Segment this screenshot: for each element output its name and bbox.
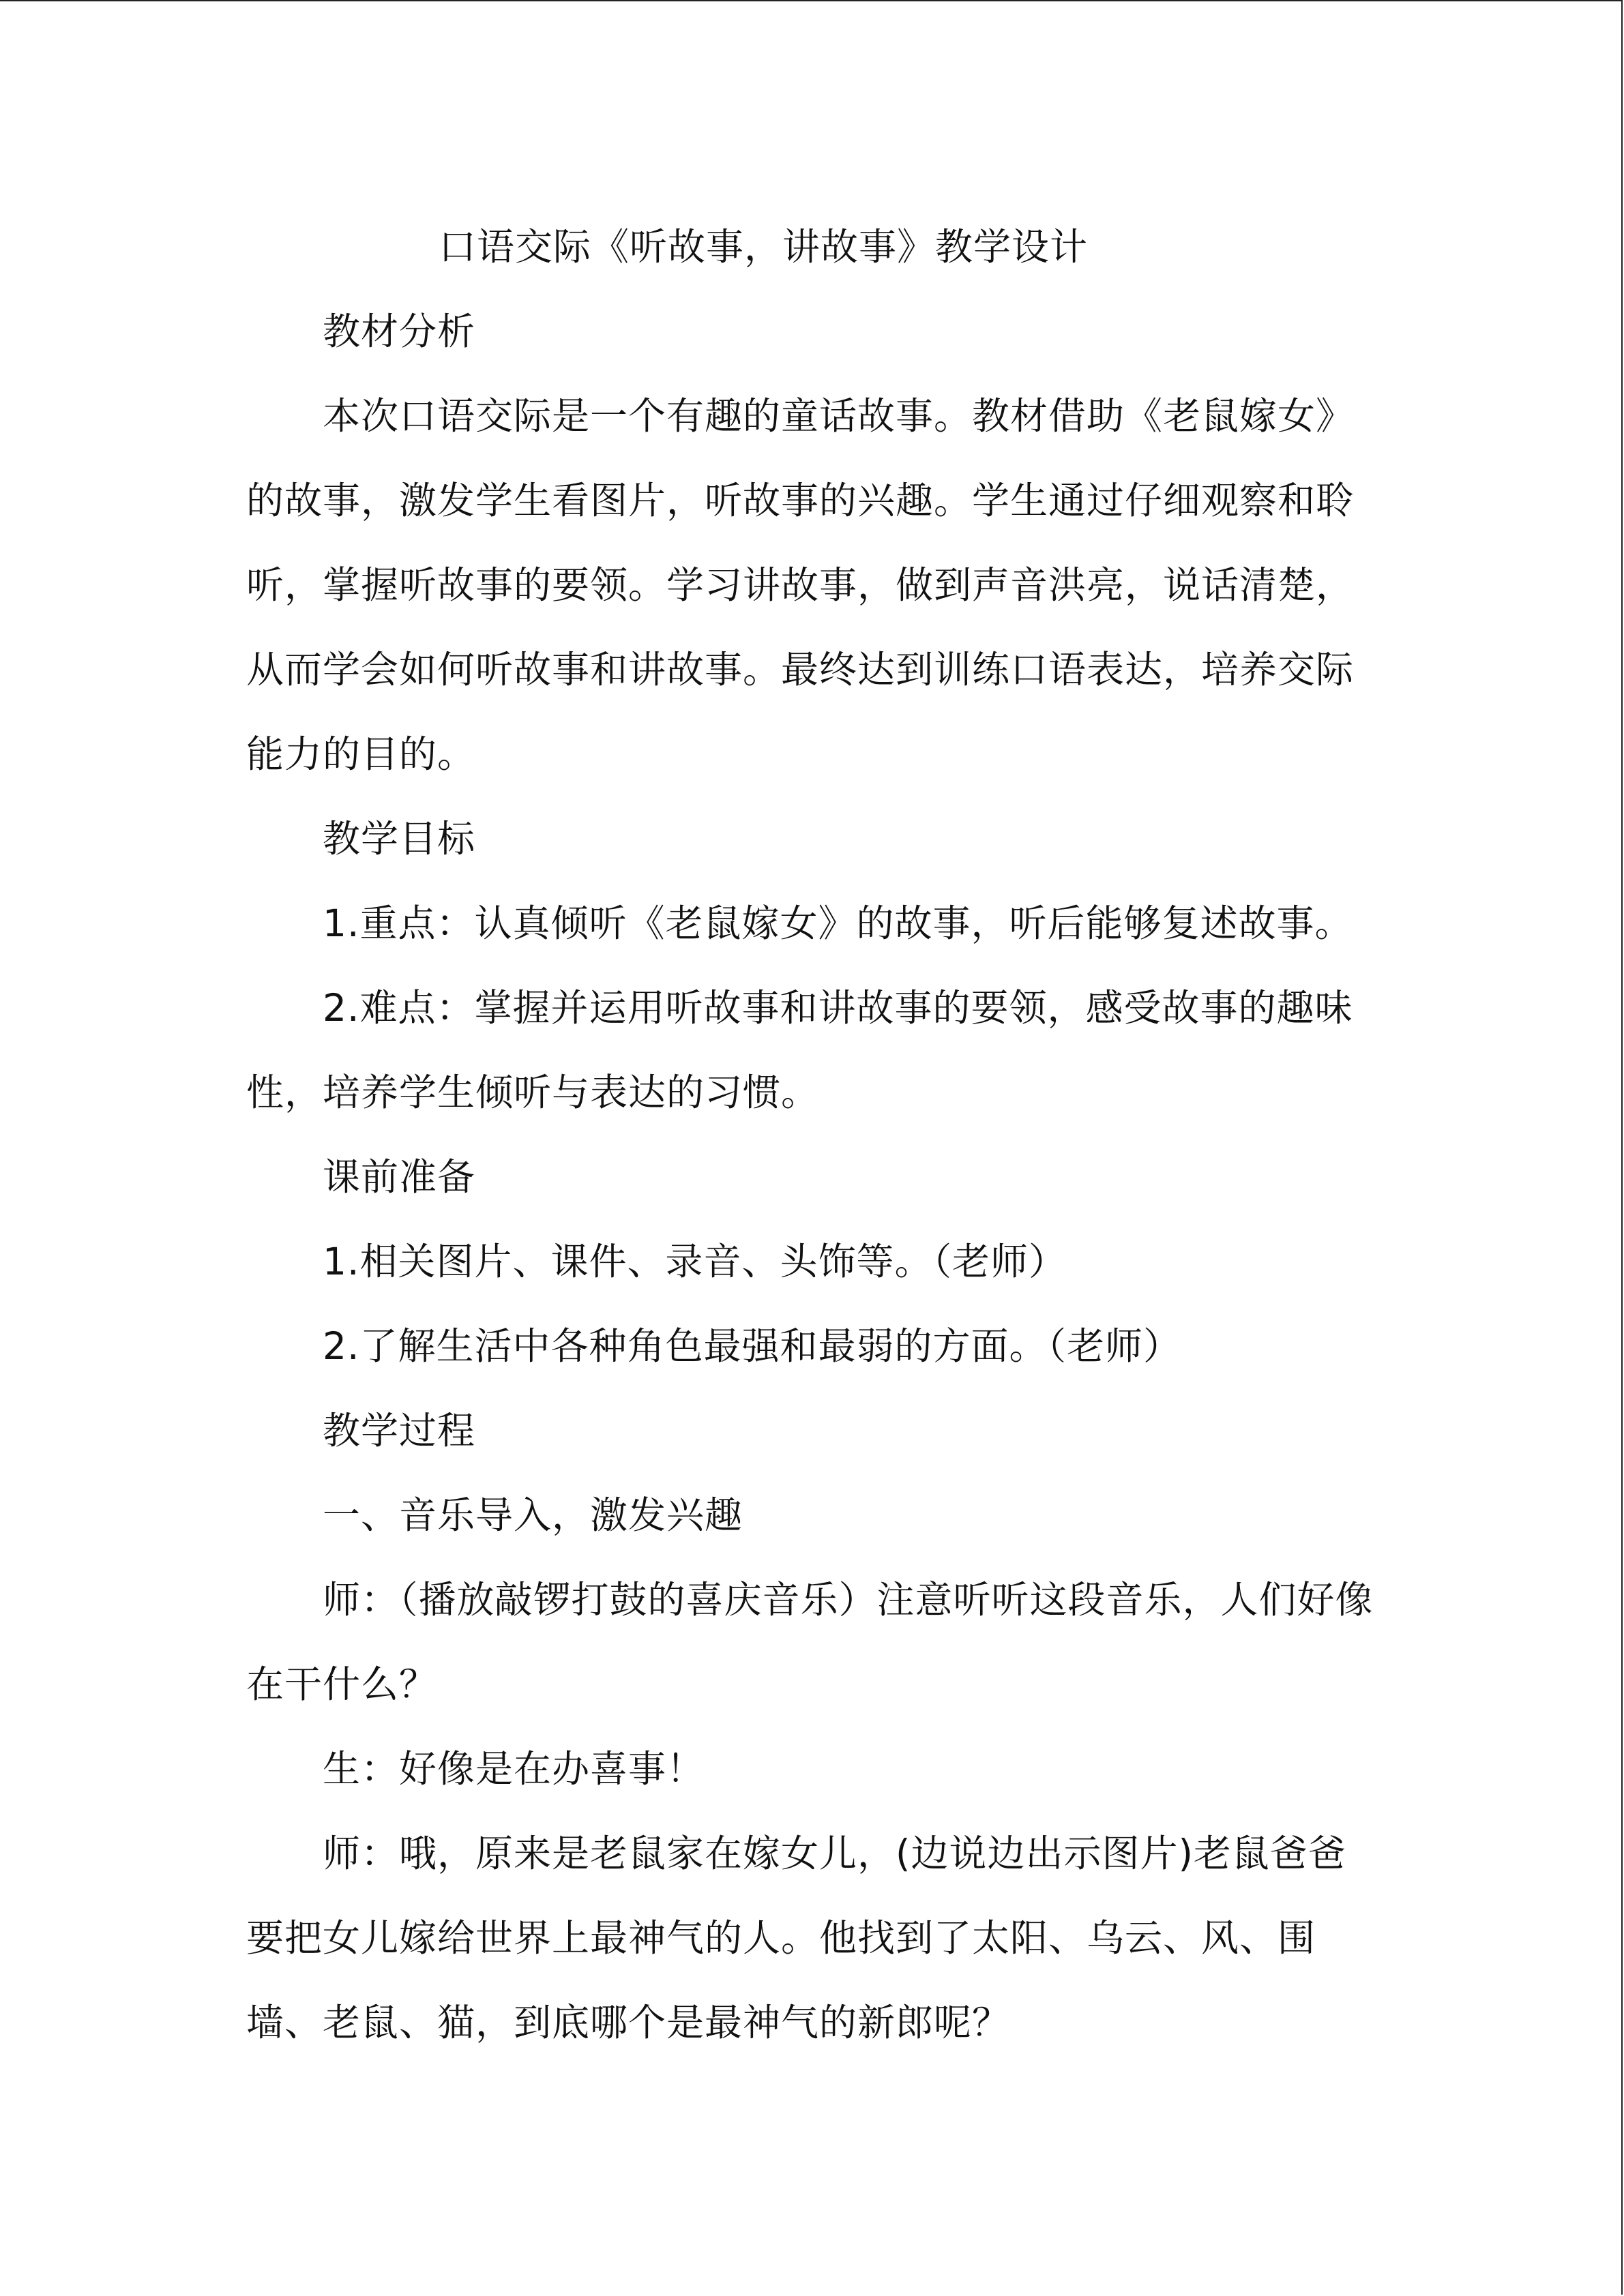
section-heading-teaching-goals: 教学目标 bbox=[323, 817, 476, 861]
goal-difficult-point: 2.难点：掌握并运用听故事和讲故事的要领，感受故事的趣味性，培养学生倾听与表达的习惯。 bbox=[246, 986, 1353, 1114]
preparation-item-1: 1.相关图片、课件、录音、头饰等。（老师） bbox=[323, 1240, 1067, 1283]
dialogue-student-1: 生：好像是在办喜事！ bbox=[323, 1747, 705, 1791]
dialogue-teacher-2: 师：哦，原来是老鼠家在嫁女儿，(边说边出示图片)老鼠爸爸要把女儿嫁给世界上最神气的人。他找到了太阳、乌云、风、围墙、老鼠、猫，到底哪个是最神气的新郎呢？ bbox=[246, 1832, 1346, 2044]
dialogue-teacher-1: 师：（播放敲锣打鼓的喜庆音乐）注意听听这段音乐，人们好像在干什么？ bbox=[246, 1578, 1374, 1706]
process-step-1-heading: 一、音乐导入，激发兴趣 bbox=[323, 1493, 743, 1537]
goal-key-point: 1.重点：认真倾听《老鼠嫁女》的故事，听后能够复述故事。 bbox=[323, 901, 1353, 945]
section-heading-teaching-process: 教学过程 bbox=[323, 1409, 476, 1452]
section-heading-preparation: 课前准备 bbox=[323, 1155, 476, 1199]
preparation-item-2: 2.了解生活中各种角色最强和最弱的方面。（老师） bbox=[323, 1324, 1181, 1368]
document-title: 口语交际《听故事，讲故事》教学设计 bbox=[439, 225, 1089, 269]
document-body bbox=[246, 205, 1378, 2065]
section-heading-textbook-analysis: 教材分析 bbox=[323, 310, 476, 353]
paragraph-textbook-analysis: 本次口语交际是一个有趣的童话故事。教材借助《老鼠嫁女》的故事，激发学生看图片，听故事的兴趣。学生通过仔细观察和聆听，掌握听故事的要领。学习讲故事，做到声音洪亮，说话清楚，从而学会如何听故事和讲故事。最终达到训练口语表达，培养交际能力的目的。 bbox=[246, 394, 1355, 776]
